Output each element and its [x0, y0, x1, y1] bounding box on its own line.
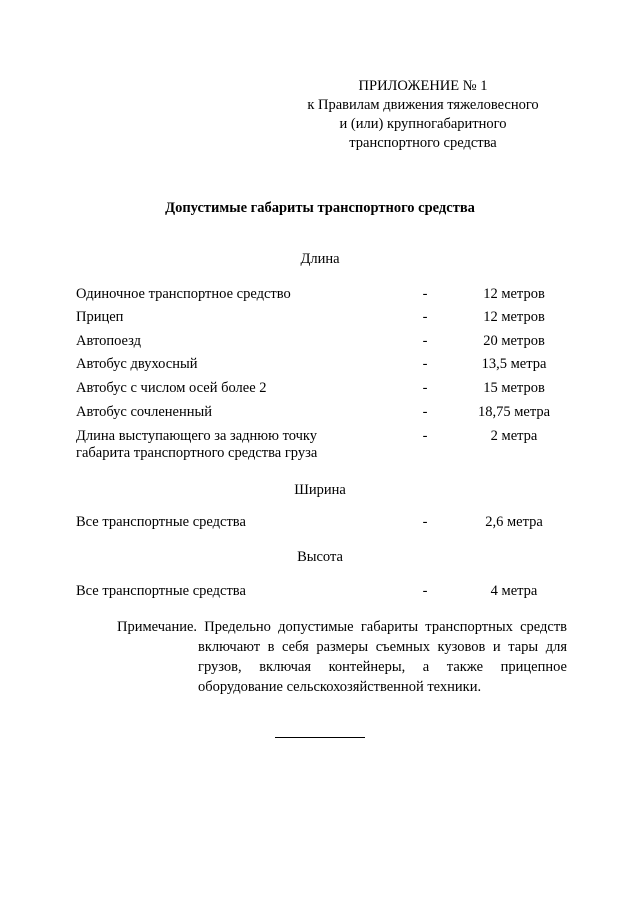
row-value: 4 метра [490, 583, 538, 599]
appendix-line-1: к Правилам движения тяжеловесного [307, 97, 539, 113]
row-label: Автопоезд [76, 333, 141, 349]
row-label: Все транспортные средства [76, 514, 246, 530]
row-value: 13,5 метра [481, 356, 547, 372]
row-dash: - [422, 380, 428, 396]
row-label: Автобус с числом осей более 2 [76, 380, 267, 396]
row-value: 12 метров [483, 286, 545, 302]
row-value: 18,75 метра [477, 404, 551, 420]
length-heading: Длина [300, 251, 340, 267]
row-dash: - [422, 514, 428, 530]
row-dash: - [422, 333, 428, 349]
note-paragraph [117, 617, 567, 697]
note-continuation: включают в себя размеры съемных кузовов и тары для грузов, включая контейнеры, а также прицепное оборудование сельскохозяйственной техники. [198, 639, 567, 695]
row-dash: - [422, 356, 428, 372]
width-heading: Ширина [294, 482, 346, 498]
appendix-line-3: транспортного средства [349, 135, 497, 151]
row-label: Автобус сочлененный [76, 404, 212, 420]
row-value: 2,6 метра [485, 514, 543, 530]
document-title: Допустимые габариты транспортного средства [165, 200, 475, 216]
appendix-line-2: и (или) крупногабаритного [339, 116, 507, 132]
row-dash: - [422, 286, 428, 302]
row-dash: - [422, 404, 428, 420]
separator-line [275, 737, 365, 738]
row-label: Прицеп [76, 309, 124, 325]
row-label-line-2: габарита транспортного средства груза [76, 445, 318, 461]
appendix-number: ПРИЛОЖЕНИЕ № 1 [358, 78, 488, 94]
row-label: Одиночное транспортное средство [76, 286, 291, 302]
row-dash: - [422, 428, 428, 444]
height-heading: Высота [297, 549, 343, 565]
row-value: 15 метров [483, 380, 545, 396]
row-value: 2 метра [490, 428, 538, 444]
row-value: 12 метров [483, 309, 545, 325]
note-first-line: Примечание. Предельно допустимые габариты транспортных средств [117, 619, 567, 635]
row-label [76, 428, 376, 462]
appendix-header [280, 77, 566, 153]
row-value: 20 метров [483, 333, 545, 349]
row-dash: - [422, 583, 428, 599]
row-label-line-1: Длина выступающего за заднюю точку [76, 428, 317, 444]
row-label: Все транспортные средства [76, 583, 246, 599]
row-dash: - [422, 309, 428, 325]
row-label: Автобус двухосный [76, 356, 198, 372]
